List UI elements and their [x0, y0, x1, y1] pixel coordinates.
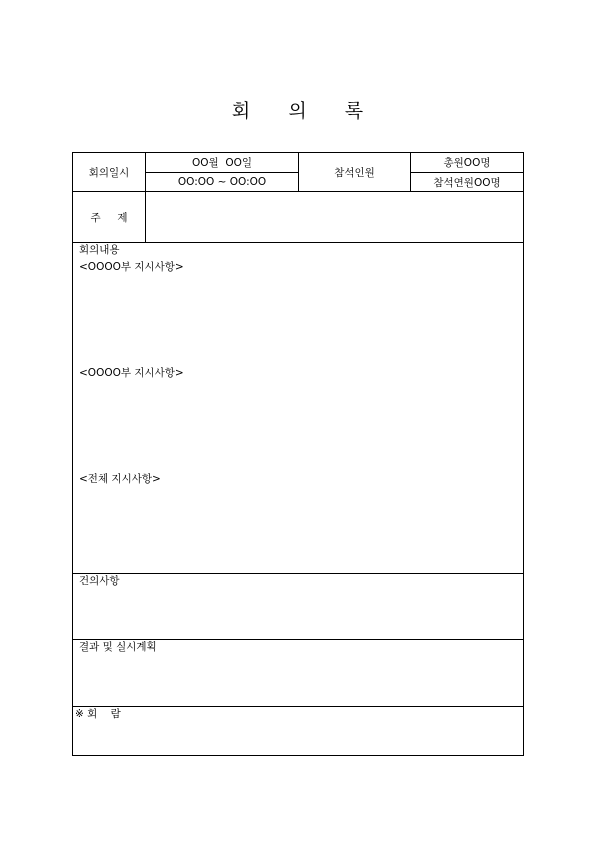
meeting-datetime-label: 회의일시: [88, 166, 130, 179]
divider: [73, 573, 523, 574]
attending-members-field[interactable]: 참석연원OO명: [433, 176, 501, 189]
total-members-field[interactable]: 총원OO명: [443, 157, 491, 169]
content-field[interactable]: [73, 273, 523, 573]
meeting-minutes-form: [72, 152, 524, 756]
content-label: 회의내용: [79, 244, 120, 256]
divider: [73, 639, 523, 640]
circulation-label: ※ 회 람: [75, 708, 121, 720]
results-field[interactable]: [73, 655, 523, 706]
section-heading: <OOOO부 지시사항>: [79, 367, 184, 379]
meeting-date-field[interactable]: OO월 OO일: [191, 157, 253, 169]
section-heading: <전체 지시사항>: [79, 473, 161, 485]
suggestions-field[interactable]: [73, 589, 523, 639]
attendees-label: 참석인원: [334, 166, 375, 179]
suggestions-label: 건의사항: [79, 575, 120, 587]
meeting-time-field[interactable]: OO:OO ~ OO:OO: [177, 176, 267, 188]
results-label: 결과 및 실시계획: [79, 641, 157, 653]
circulation-field[interactable]: [73, 722, 523, 755]
topic-label: 주 제: [90, 211, 128, 224]
section-heading: <OOOO부 지시사항>: [79, 261, 184, 273]
divider: [73, 242, 523, 243]
divider: [73, 706, 523, 707]
document-title: 회 의 록: [231, 100, 380, 122]
topic-field[interactable]: [146, 192, 523, 242]
